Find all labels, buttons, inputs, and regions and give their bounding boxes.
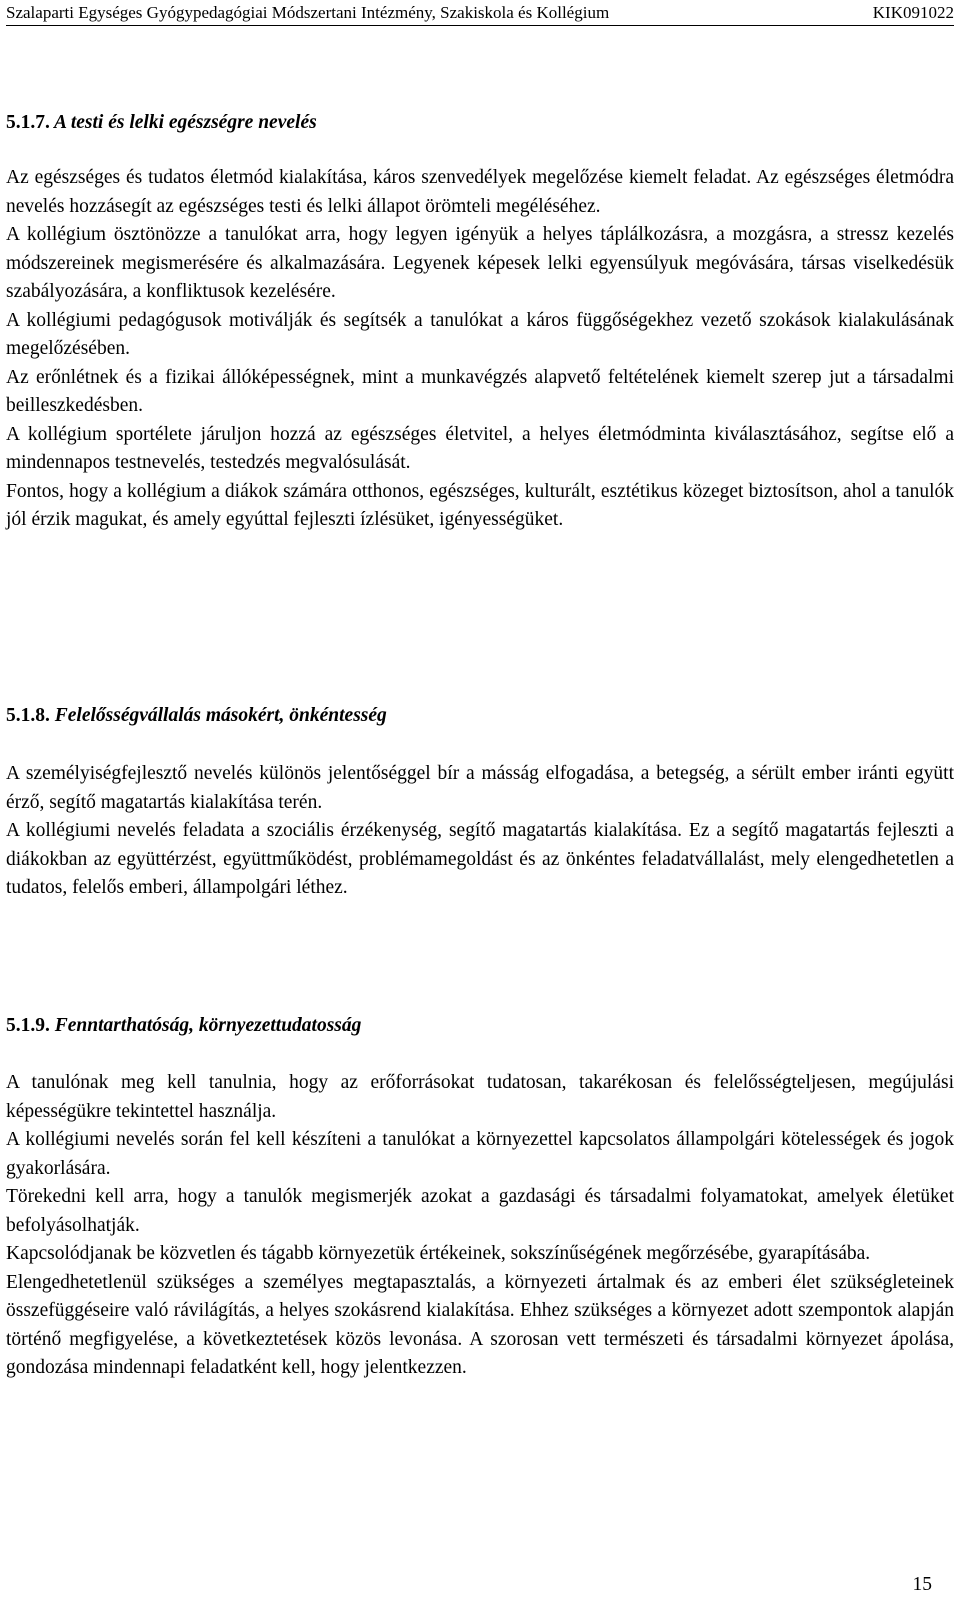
section-5-1-9 bbox=[6, 1012, 954, 1383]
page-number: 15 bbox=[912, 1574, 932, 1595]
paragraph: A kollégiumi nevelés feladata a szociális érzékenység, segítő magatartás kialakítása. Ez a segítő magatartás fejleszti a diákokban az együttérzést, együttműködést, problémamegoldást és az önkéntes feladatvállalást, mely elengedhetetlen a tudatos, felelős emberi, állampolgári léthez. bbox=[6, 820, 954, 898]
section-body bbox=[6, 1069, 954, 1383]
paragraph: Az egészséges és tudatos életmód kialakítása, káros szenvedélyek megelőzése kiemelt feladat. Az egészséges életmódra nevelés hozzásegít az egészséges testi és lelki állapot örömteli megéléséhez. bbox=[6, 167, 954, 217]
header-code: KIK091022 bbox=[872, 3, 954, 22]
paragraph: A tanulónak meg kell tanulnia, hogy az erőforrásokat tudatosan, takarékosan és felelősségteljesen, megújulási képességükre tekintettel használja. bbox=[6, 1072, 954, 1122]
header-institution: Szalaparti Egységes Gyógypedagógiai Módszertani Intézmény, Szakiskola és Kollégium bbox=[6, 3, 610, 22]
paragraph: A kollégium ösztönözze a tanulókat arra, hogy legyen igényük a helyes táplálkozásra, a mozgásra, a stressz kezelés módszereinek megismerésére és alkalmazására. Legyenek képesek lelki egyensúlyuk megóvására, társas viselkedésük szabályozására, a konfliktusok kezelésére. bbox=[6, 224, 954, 302]
paragraph: A kollégiumi pedagógusok motiválják és segítsék a tanulókat a káros függőségekhez vezető szokások kialakulásának megelőzésében. bbox=[6, 309, 954, 359]
section-title-text: Felelősségvállalás másokért, önkéntesség bbox=[54, 705, 387, 726]
section-number: 5.1.7. bbox=[6, 112, 50, 133]
paragraph: Törekedni kell arra, hogy a tanulók megismerjék azokat a gazdasági és társadalmi folyamatokat, amelyek életüket befolyásolhatják. bbox=[6, 1186, 954, 1236]
section-heading bbox=[6, 702, 954, 730]
paragraph: Kapcsolódjanak be közvetlen és tágabb környezetük értékeinek, sokszínűségének megőrzésébe, gyarapításába. bbox=[6, 1243, 871, 1264]
page-header bbox=[6, 0, 954, 26]
section-5-1-8 bbox=[6, 702, 954, 903]
section-title-text: Fenntarthatóság, környezettudatosság bbox=[54, 1015, 362, 1036]
section-body bbox=[6, 760, 954, 903]
section-heading bbox=[6, 109, 954, 137]
paragraph: Fontos, hogy a kollégium a diákok számára otthonos, egészséges, kulturált, esztétikus közeget biztosítson, ahol a tanulók jól érzik magukat, és amely egyúttal fejleszti ízlésüket, igényességüket. bbox=[6, 480, 954, 530]
section-number: 5.1.9. bbox=[6, 1015, 50, 1036]
section-number: 5.1.8. bbox=[6, 705, 50, 726]
section-body bbox=[6, 164, 954, 535]
paragraph: Az erőnlétnek és a fizikai állóképességnek, mint a munkavégzés alapvető feltételének kiemelt szerep jut a társadalmi beilleszkedésben. bbox=[6, 366, 954, 416]
section-heading bbox=[6, 1012, 954, 1040]
paragraph: Elengedhetetlenül szükséges a személyes megtapasztalás, a környezeti ártalmak és az emberi élet szükségleteinek összefüggéseire való rávilágítás, a helyes szokásrend kialakítása. Ehhez szükséges a környezet adott szempontok alapján történő megfigyelése, a következtetések közös levonása. A szorosan vett természeti és társadalmi környezet ápolása, gondozása mindennapi feladatként kell, hogy jelentkezzen. bbox=[6, 1271, 954, 1378]
paragraph: A személyiségfejlesztő nevelés különös jelentőséggel bír a másság elfogadása, a betegség, a sérült ember iránti együtt érző, segítő magatartás kialakítása terén. bbox=[6, 763, 954, 813]
section-title-text: A testi és lelki egészségre nevelés bbox=[54, 112, 317, 133]
paragraph: A kollégium sportélete járuljon hozzá az egészséges életvitel, a helyes életmódminta kiválasztásához, segítse elő a mindennapos testnevelés, testedzés megvalósulását. bbox=[6, 423, 954, 473]
section-5-1-7 bbox=[6, 109, 954, 535]
paragraph: A kollégiumi nevelés során fel kell készíteni a tanulókat a környezettel kapcsolatos állampolgári kötelességek és jogok gyakorlására. bbox=[6, 1129, 954, 1179]
